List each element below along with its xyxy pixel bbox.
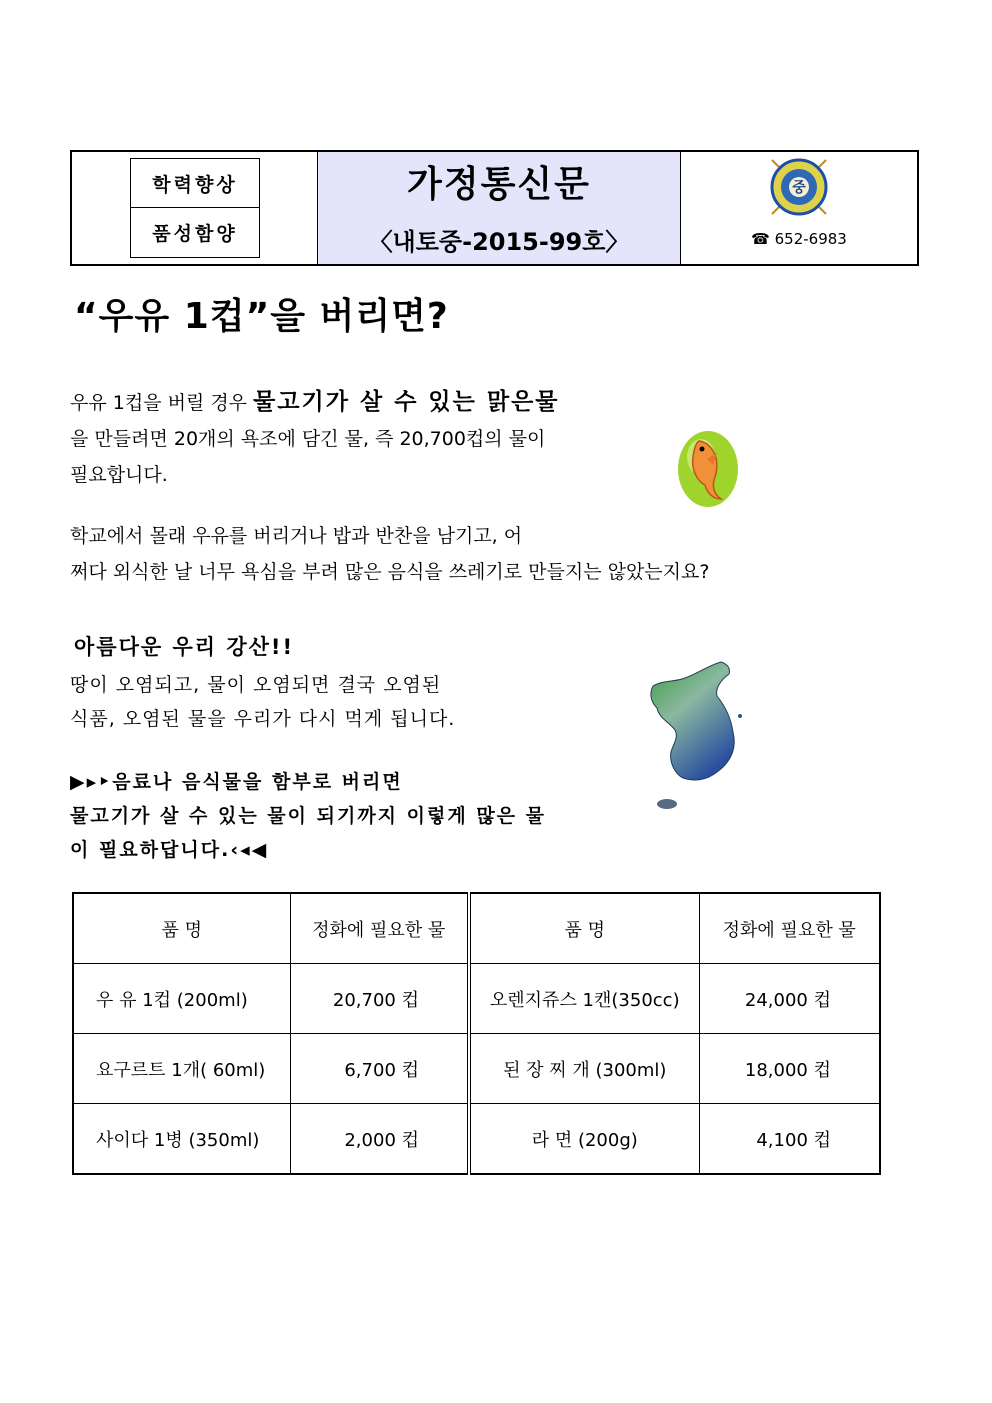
newsletter-header	[70, 150, 919, 266]
p4-line1: 음료나 음식물을 함부로 버리면	[112, 771, 403, 793]
water-table	[72, 892, 881, 1175]
motto-2: 품성함양	[152, 223, 238, 245]
paragraph-3	[70, 668, 455, 736]
p4-line2: 물고기가 살 수 있는 물이 되기까지 이렇게 많은 물	[70, 805, 546, 827]
p3-line1: 땅이 오염되고, 물이 오염되면 결국 오염된	[70, 674, 442, 696]
arrows-right: ‹◂◀	[230, 839, 269, 861]
table-row	[73, 1104, 880, 1175]
table-cell: 24,000 컵	[699, 964, 880, 1034]
section-title: 아름다운 우리 강산!!	[74, 635, 295, 659]
p1-emphasis: 물고기가 살 수 있는 맑은물	[253, 389, 560, 415]
school-emblem-icon	[766, 154, 832, 220]
table-cell: 된 장 찌 개 (300ml)	[469, 1034, 699, 1104]
p1-line2: 을 만들려면 20개의 욕조에 담긴 물, 즉 20,700컵의 물이	[70, 428, 546, 450]
p1-line3: 필요합니다.	[70, 464, 168, 486]
telephone-icon: ☎	[751, 230, 770, 248]
motto-box	[130, 158, 260, 258]
table-cell: 오렌지쥬스 1캔(350cc)	[469, 964, 699, 1034]
table-cell: 2,000 컵	[290, 1104, 469, 1175]
motto-panel	[72, 152, 318, 264]
table-header: 정화에 필요한 물	[699, 893, 880, 964]
p3-line2: 식품, 오염된 물을 우리가 다시 먹게 됩니다.	[70, 708, 456, 730]
school-panel	[681, 152, 917, 264]
p2-line1: 학교에서 몰래 우유를 버리거나 밥과 반찬을 남기고, 어	[70, 525, 523, 547]
issue-number: 〈내토중-2015-99호〉	[368, 228, 630, 256]
arrows-left: ▶▸‣	[70, 771, 113, 793]
paragraph-1	[70, 384, 560, 493]
svg-text:중: 중	[792, 180, 806, 196]
title-panel	[318, 152, 681, 264]
p2-line2: 쩌다 외식한 날 너무 욕심을 부려 많은 음식을 쓰레기로 만들지는 않았는지요?	[70, 561, 710, 583]
table-cell: 라 면 (200g)	[469, 1104, 699, 1175]
fish-icon	[677, 423, 739, 509]
p1-lead: 우유 1컵을 버릴 경우	[70, 392, 254, 414]
table-cell: 우 유 1컵 (200ml)	[73, 964, 290, 1034]
table-header: 품 명	[469, 893, 699, 964]
paragraph-2	[70, 518, 709, 590]
korea-map-icon	[645, 658, 745, 816]
table-cell: 사이다 1병 (350ml)	[73, 1104, 290, 1175]
phone-line	[681, 230, 917, 248]
table-cell: 4,100 컵	[699, 1104, 880, 1175]
newsletter-title: 가정통신문	[407, 164, 591, 205]
phone-number: 652-6983	[774, 230, 847, 248]
table-cell: 요구르트 1개( 60ml)	[73, 1034, 290, 1104]
headline: “우유 1컵”을 버리면?	[74, 296, 449, 337]
table-header-row	[73, 893, 880, 964]
table-cell: 6,700 컵	[290, 1034, 469, 1104]
table-header: 정화에 필요한 물	[290, 893, 469, 964]
table-cell: 18,000 컵	[699, 1034, 880, 1104]
paragraph-4	[70, 765, 546, 867]
table-header: 품 명	[73, 893, 290, 964]
table-row	[73, 964, 880, 1034]
motto-1: 학력향상	[131, 159, 259, 208]
table-cell: 20,700 컵	[290, 964, 469, 1034]
table-row	[73, 1034, 880, 1104]
p4-line3: 이 필요하답니다.	[70, 839, 231, 861]
